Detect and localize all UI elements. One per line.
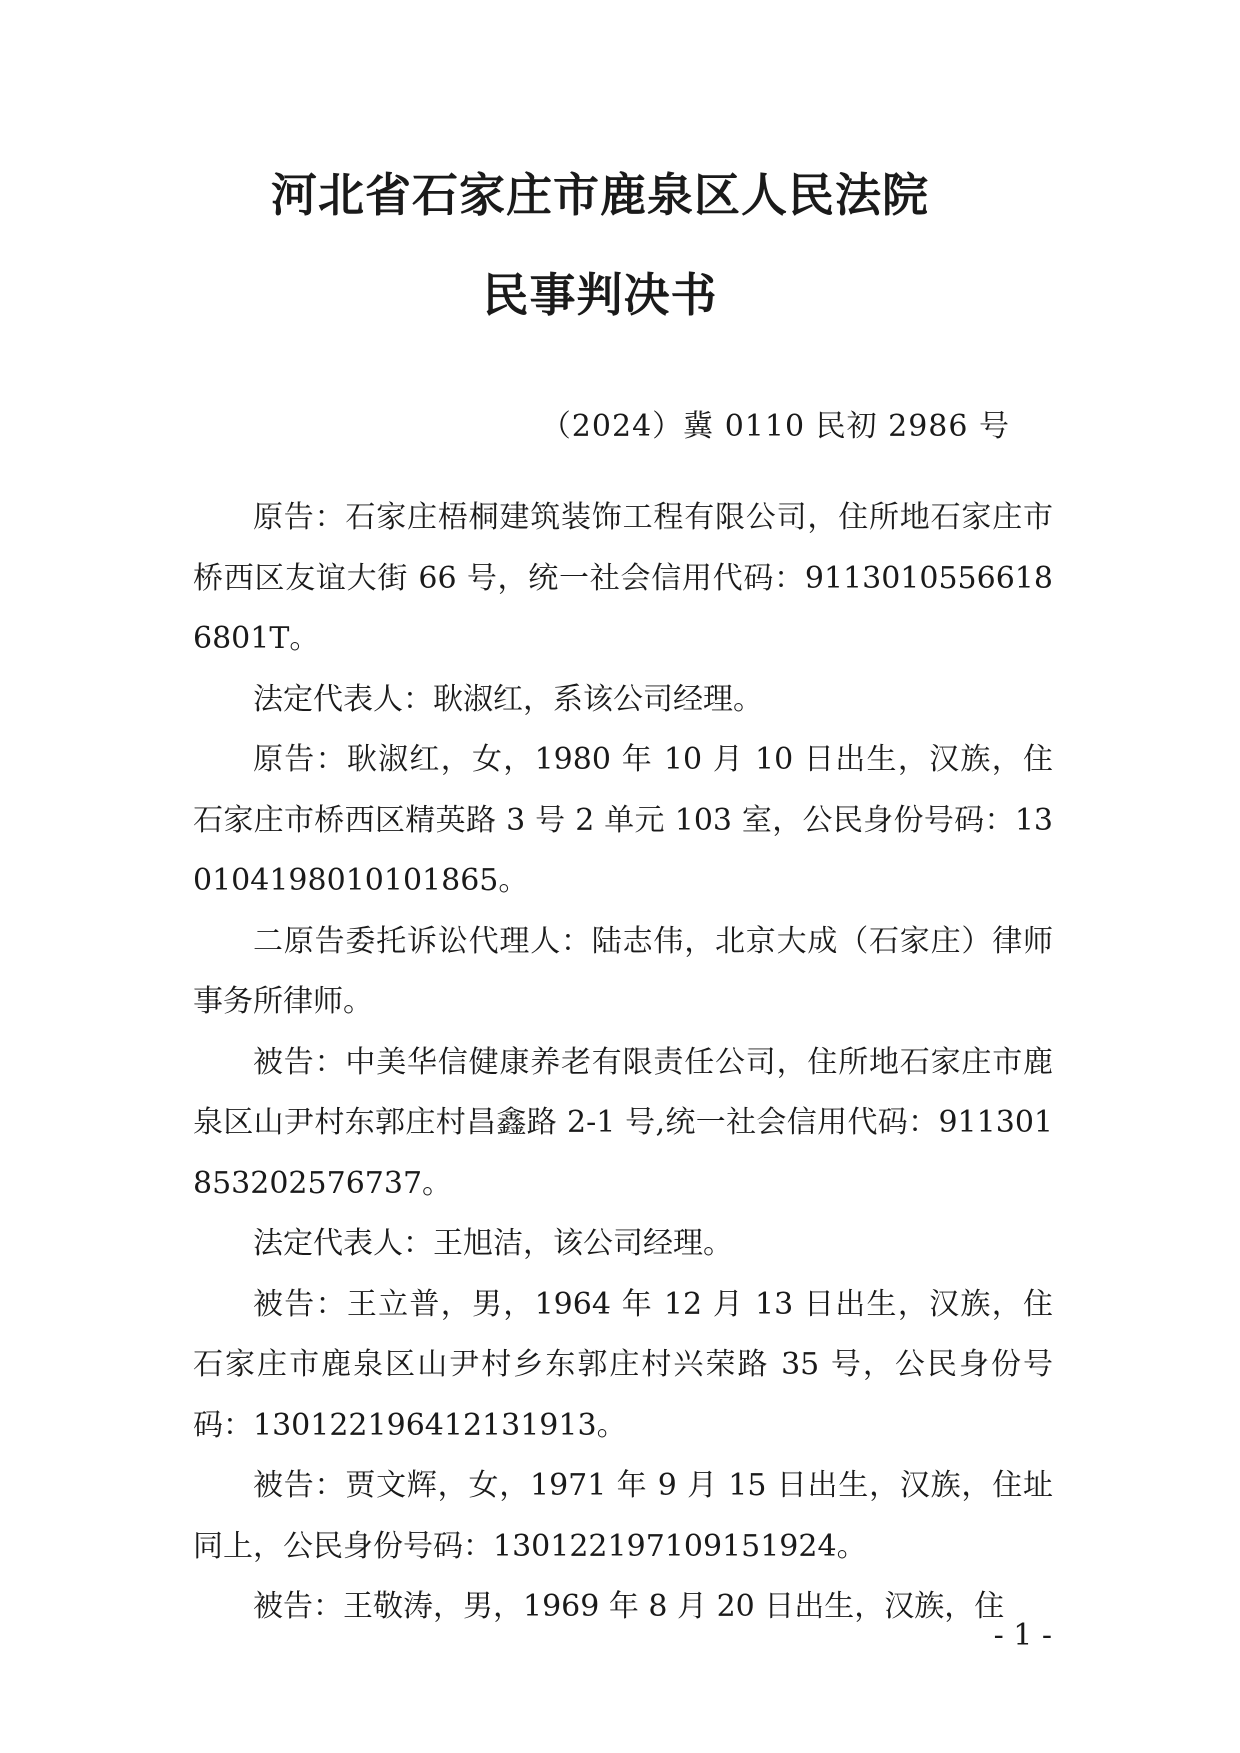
paragraph-plaintiff-individual: 原告：耿淑红，女，1980 年 10 月 10 日出生，汉族，住石家庄市桥西区精英路 3 号 2 单元 103 室，公民身份号码：130104198010101865。	[193, 742, 1053, 898]
paragraph-plaintiff-legal-rep: 法定代表人：耿淑红，系该公司经理。	[253, 681, 763, 717]
paragraph-defendant-wang-lipu: 被告：王立普，男，1964 年 12 月 13 日出生，汉族，住石家庄市鹿泉区山尹村乡东郭庄村兴荣路 35 号，公民身份号码：130122196412131913。	[193, 1286, 1053, 1443]
paragraph-defendant-legal-rep: 法定代表人：王旭洁，该公司经理。	[253, 1226, 733, 1261]
court-name-heading: 河北省石家庄市鹿泉区人民法院	[271, 168, 929, 222]
paragraph-plaintiff-company: 原告：石家庄梧桐建筑装饰工程有限公司，住所地石家庄市桥西区友谊大街 66 号，统一社会信用代码：91130105566186801T。	[193, 500, 1053, 656]
paragraph-plaintiff-agent: 二原告委托诉讼代理人：陆志伟，北京大成（石家庄）律师事务所律师。	[193, 923, 1053, 1019]
paragraph-defendant-wang-jingtao: 被告：王敬涛，男，1969 年 8 月 20 日出生，汉族，住	[253, 1589, 1005, 1624]
page-number: - 1 -	[993, 1618, 1052, 1653]
case-number: （2024）冀 0110 民初 2986 号	[540, 409, 1010, 444]
paragraph-defendant-company: 被告：中美华信健康养老有限责任公司，住所地石家庄市鹿泉区山尹村东郭庄村昌鑫路 2-1 号,统一社会信用代码：911301853202576737。	[193, 1044, 1053, 1201]
paragraph-defendant-jia-wenhui: 被告：贾文辉，女，1971 年 9 月 15 日出生，汉族，住址同上，公民身份号码：130122197109151924。	[193, 1468, 1053, 1564]
document-body	[193, 488, 1053, 1638]
document-type-heading: 民事判决书	[482, 268, 718, 322]
